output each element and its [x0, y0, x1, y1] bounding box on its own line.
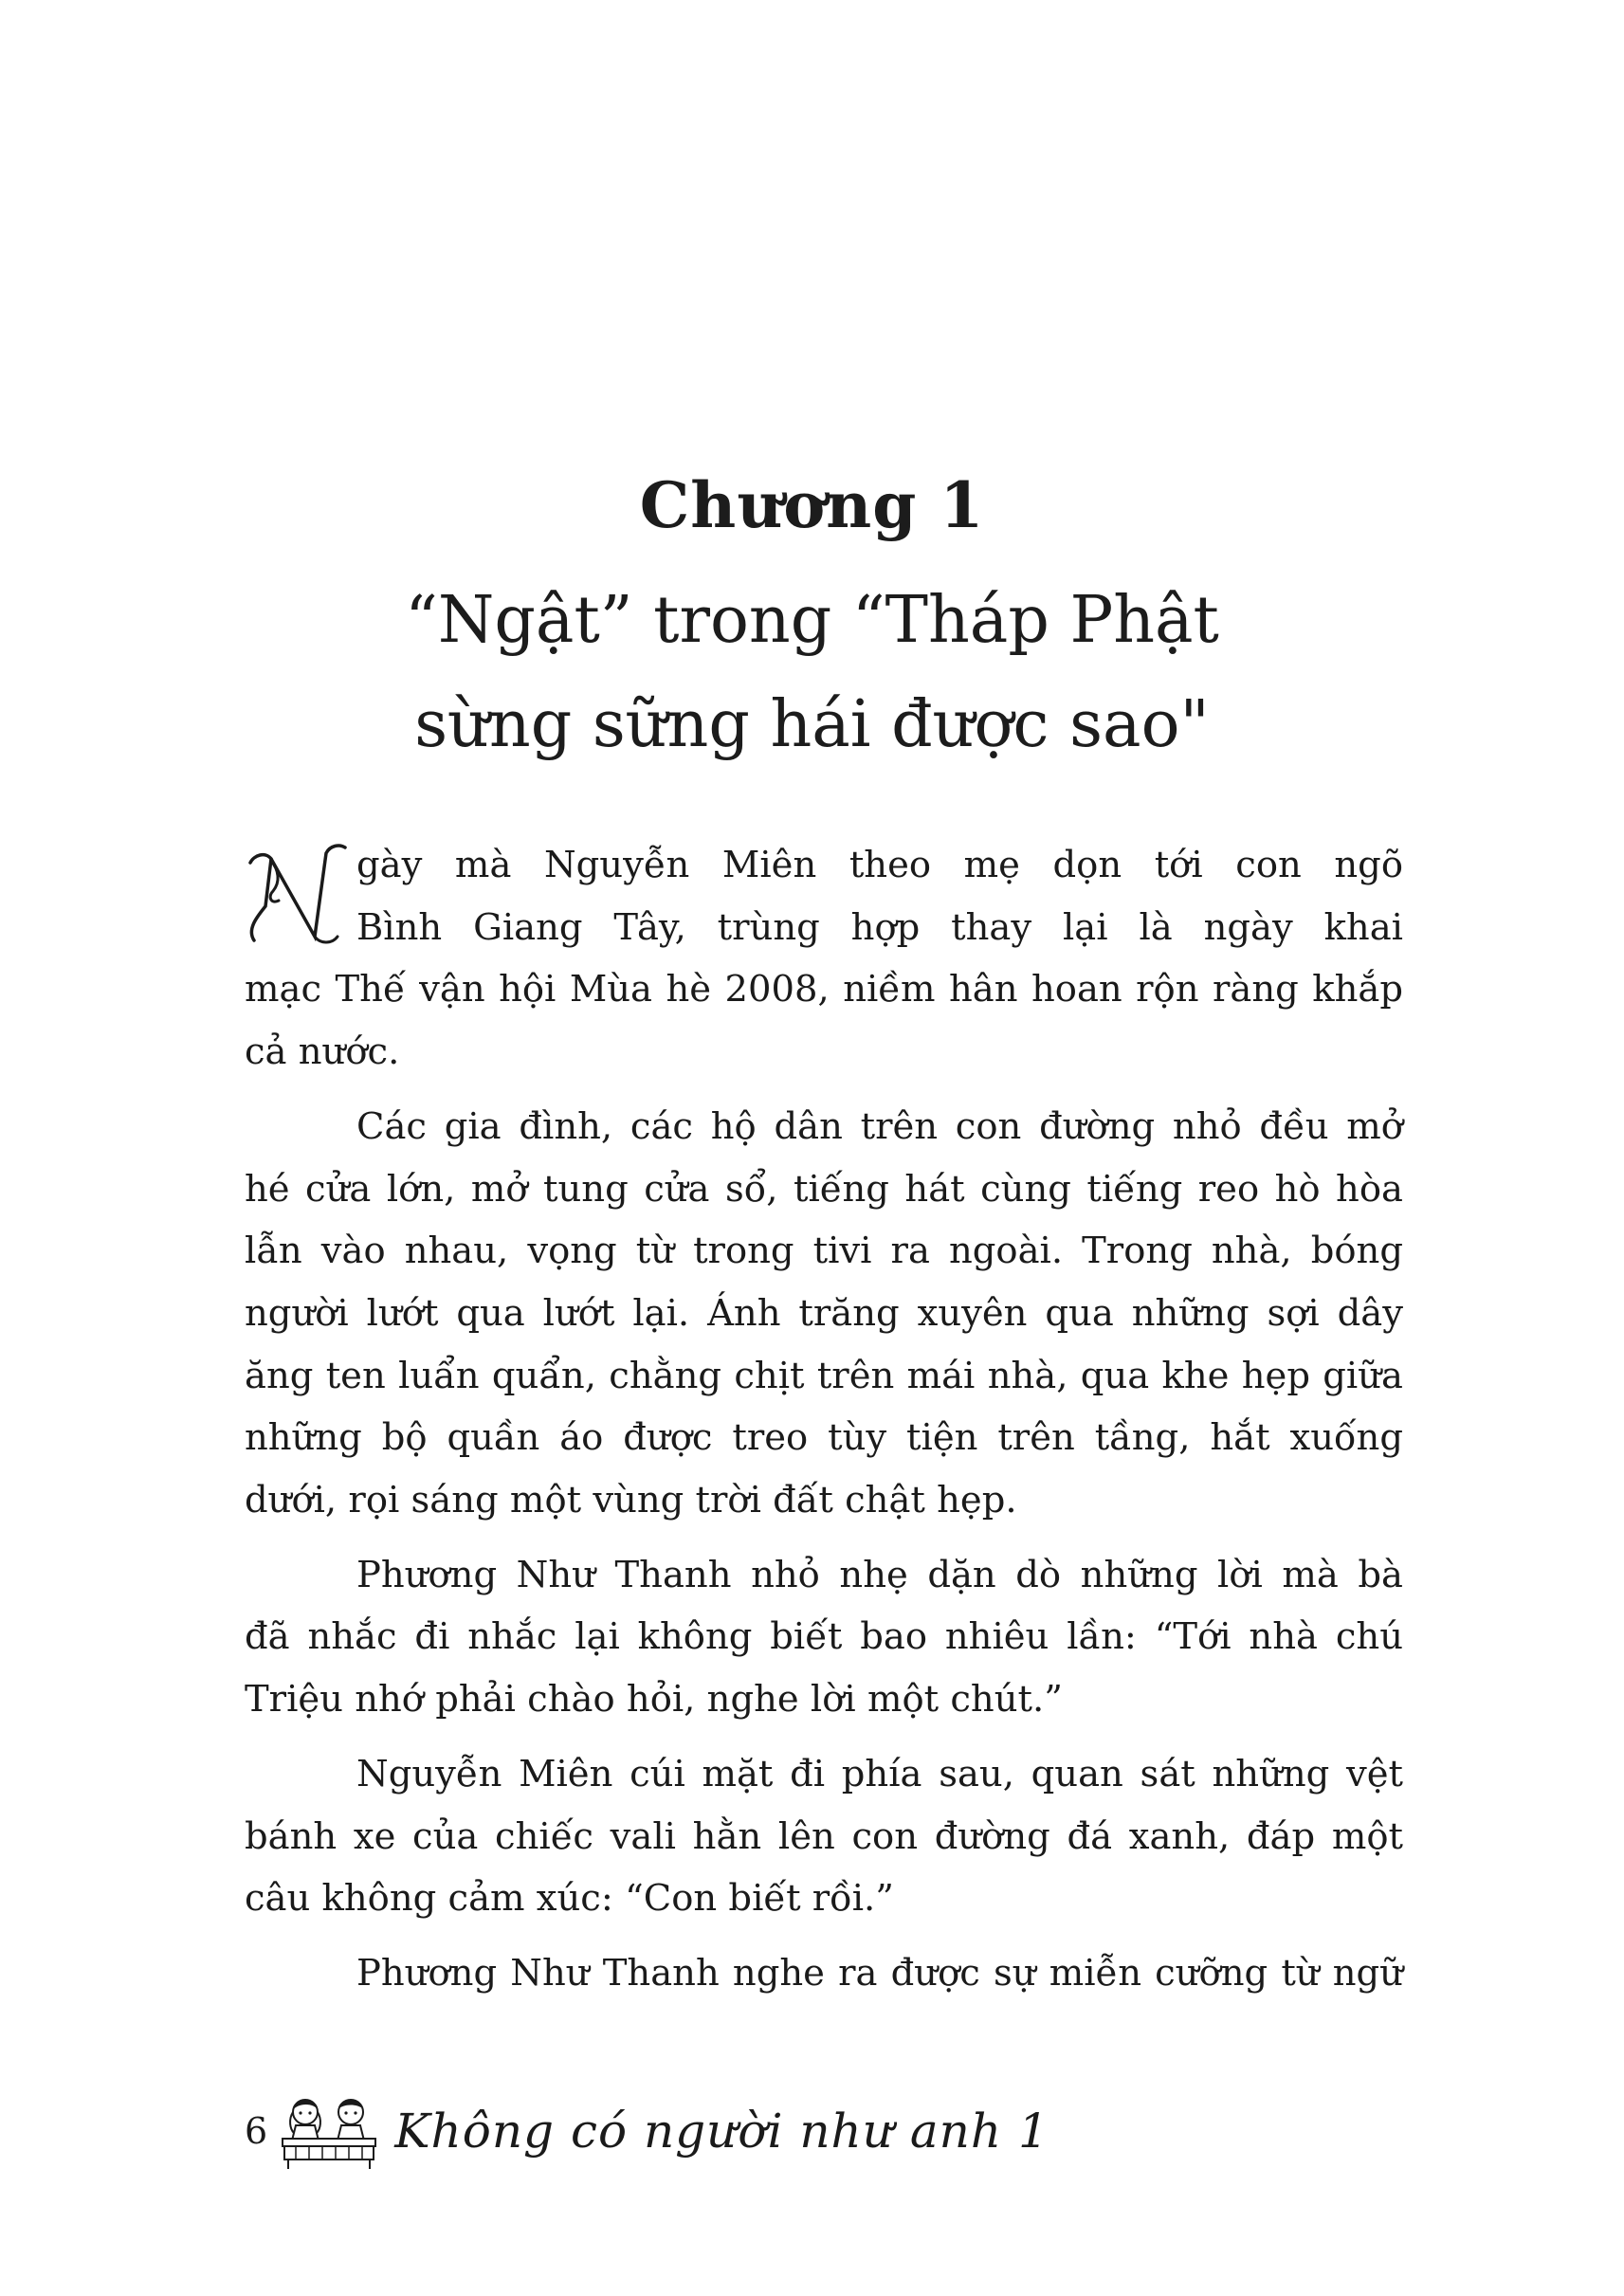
- paragraph: [245, 834, 1403, 1084]
- text-line: cả nước.: [245, 1030, 400, 1074]
- paragraph: [245, 1096, 1403, 1532]
- body-text: [245, 834, 1403, 2005]
- text-line: gày mà Nguyễn Miên theo mẹ dọn tới con ngõ: [356, 844, 1403, 886]
- text-line: Nguyễn Miên cúi mặt đi phía sau, quan sát những vệt: [356, 1752, 1403, 1795]
- chapter-title: [0, 569, 1624, 777]
- text-line: Các gia đình, các hộ dân trên con đường nhỏ đều mở: [356, 1104, 1403, 1148]
- page-number: 6: [245, 2110, 268, 2152]
- text-line: hé cửa lớn, mở tung cửa sổ, tiếng hát cùng tiếng reo hò hòa: [245, 1167, 1403, 1211]
- paragraph: [245, 1743, 1403, 1930]
- text-line: bánh xe của chiếc vali hằn lên con đường đá xanh, đáp một: [245, 1814, 1403, 1858]
- paragraph: [245, 1942, 1403, 2005]
- text-line: Phương Như Thanh nghe ra được sự miễn cưỡng từ ngữ: [356, 1951, 1403, 1995]
- text-line: lẫn vào nhau, vọng từ trong tivi ra ngoài. Trong nhà, bóng: [245, 1230, 1403, 1273]
- text-line: câu không cảm xúc: “Con biết rồi.”: [245, 1877, 894, 1921]
- text-line: đã nhắc đi nhắc lại không biết bao nhiêu lần: “Tới nhà chú: [245, 1615, 1403, 1659]
- chapter-number: Chương 1: [639, 468, 985, 542]
- text-line: ăng ten luẩn quẩn, chằng chịt trên mái nhà, qua khe hẹp giữa: [245, 1354, 1403, 1397]
- chapter-title-line: sừng sững hái được sao": [414, 687, 1210, 762]
- chapter-title-line: “Ngật” trong “Tháp Phật: [405, 583, 1219, 658]
- drop-cap: [233, 838, 351, 956]
- two-students-at-desk-icon: [277, 2091, 381, 2171]
- text-line: dưới, rọi sáng một vùng trời đất chật hẹp.: [245, 1479, 1017, 1522]
- text-line: Bình Giang Tây, trùng hợp thay lại là ngày khai: [356, 905, 1403, 949]
- paragraph: [245, 1544, 1403, 1731]
- text-line: Triệu nhớ phải chào hỏi, nghe lời một chút.”: [245, 1678, 1063, 1722]
- text-line: Phương Như Thanh nhỏ nhẹ dặn dò những lời mà bà: [356, 1553, 1403, 1596]
- text-line: người lướt qua lướt lại. Ánh trăng xuyên qua những sợi dây: [245, 1291, 1403, 1335]
- text-line: những bộ quần áo được treo tùy tiện trên tầng, hắt xuống: [245, 1416, 1403, 1460]
- book-title: Không có người như anh 1: [394, 2104, 1049, 2159]
- drop-cap-letter: [269, 856, 351, 956]
- page-footer: [245, 2084, 1049, 2178]
- text-line: mạc Thế vận hội Mùa hè 2008, niềm hân hoan rộn ràng khắp: [245, 968, 1403, 1011]
